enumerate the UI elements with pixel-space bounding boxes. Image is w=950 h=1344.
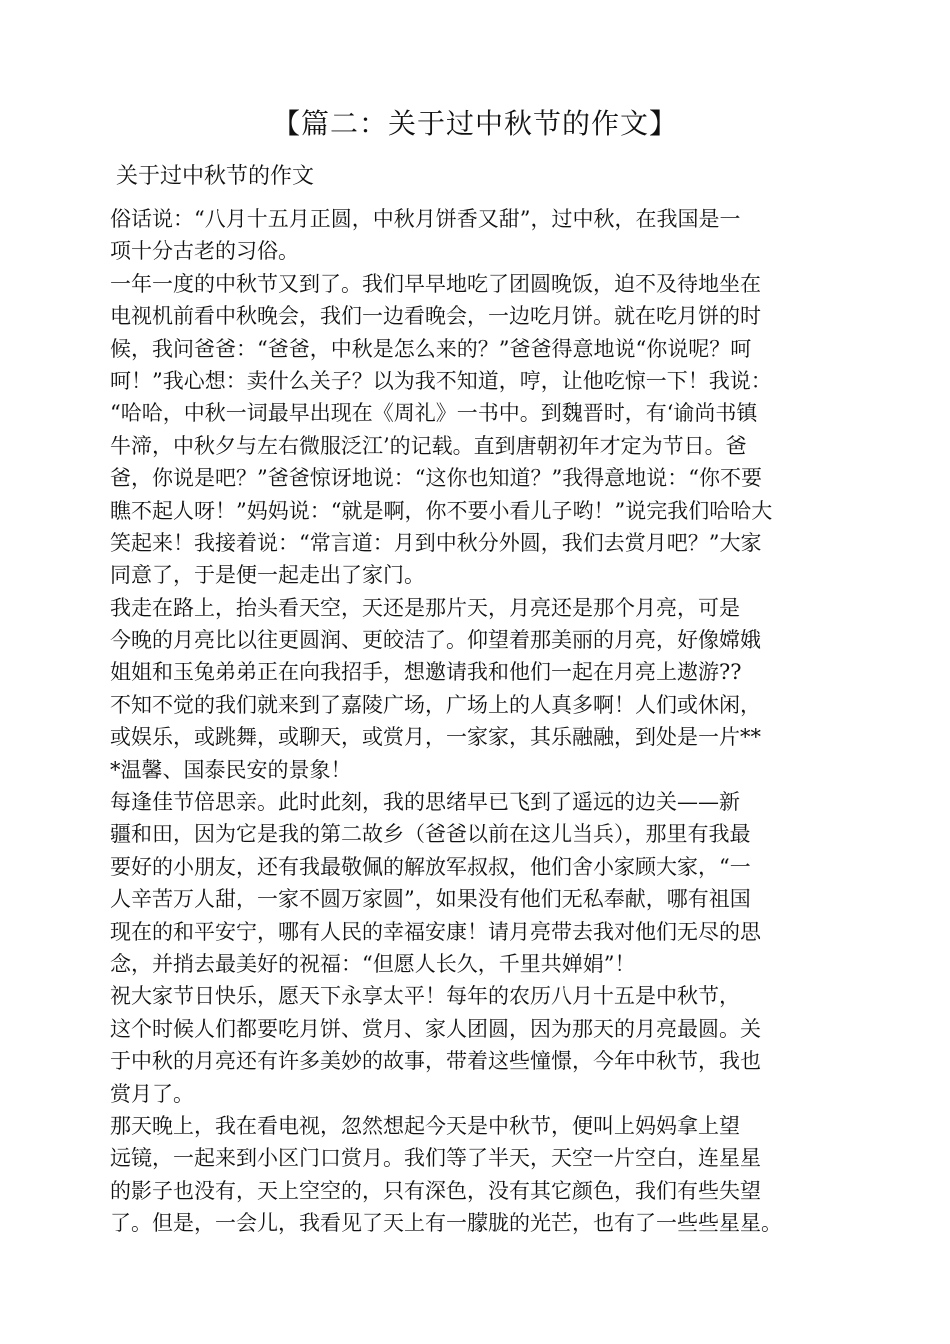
body-text-line: 呵！”我心想：卖什么关子？以为我不知道，哼，让他吃惊一下！我说： [110, 368, 772, 393]
body-text-line: 不知不觉的我们就来到了嘉陵广场，广场上的人真多啊！人们或休闲， [110, 692, 761, 717]
document-body [110, 203, 850, 1240]
body-text-line: “哈哈，中秋一词最早出现在《周礼》一书中。到魏晋时，有‘谕尚书镇 [110, 401, 758, 426]
document-subtitle: 关于过中秋节的作文 [116, 164, 315, 189]
document-title: 【篇二：关于过中秋节的作文】 [271, 107, 678, 140]
body-text-line: 或娱乐，或跳舞，或聊天，或赏月，一家家，其乐融融，到处是一片** [110, 725, 761, 750]
body-text-line: 今晚的月亮比以往更圆润、更皎洁了。仰望着那美丽的月亮，好像嫦娥 [110, 628, 761, 653]
body-text-line: 念，并捎去最美好的祝福：“但愿人长久，千里共婵娟”！ [110, 951, 636, 976]
body-text-line: 要好的小朋友，还有我最敬佩的解放军叔叔，他们舍小家顾大家，“一 [110, 854, 751, 879]
body-text-line: 现在的和平安宁，哪有人民的幸福安康！请月亮带去我对他们无尽的思 [110, 919, 761, 944]
body-text-line: 同意了，于是便一起走出了家门。 [110, 563, 425, 588]
body-text-line: 一年一度的中秋节又到了。我们早早地吃了团圆晚饭，迫不及待地坐在 [110, 271, 761, 296]
body-text-line: 于中秋的月亮还有许多美妙的故事，带着这些憧憬，今年中秋节，我也 [110, 1049, 761, 1074]
body-text-line: 瞧不起人呀！”妈妈说：“就是啊，你不要小看儿子哟！”说完我们哈哈大 [110, 498, 773, 523]
body-text-line: *温馨、国泰民安的景象！ [110, 757, 352, 782]
body-text-line: 祝大家节日快乐，愿天下永享太平！每年的农历八月十五是中秋节， [110, 984, 740, 1009]
body-text-line: 每逢佳节倍思亲。此时此刻，我的思绪早已飞到了遥远的边关——新 [110, 790, 740, 815]
body-text-line: 俗话说：“八月十五月正圆，中秋月饼香又甜”，过中秋，在我国是一 [110, 207, 741, 231]
body-text-line: 远镜，一起来到小区门口赏月。我们等了半天，天空一片空白，连星星 [110, 1146, 761, 1171]
body-text-line: 姐姐和玉兔弟弟正在向我招手，想邀请我和他们一起在月亮上遨游?? [110, 660, 742, 685]
body-text-line: 的影子也没有，天上空空的，只有深色，没有其它颜色，我们有些失望 [110, 1178, 761, 1203]
body-text-line: 了。但是，一会儿，我看见了天上有一朦胧的光芒，也有了一些些星星。 [110, 1211, 782, 1236]
body-text-line: 项十分古老的习俗。 [110, 239, 299, 264]
body-text-line: 那天晚上，我在看电视，忽然想起今天是中秋节，便叫上妈妈拿上望 [110, 1113, 740, 1138]
body-text-line: 候，我问爸爸：“爸爸，中秋是怎么来的？”爸爸得意地说“你说呢？呵 [110, 336, 752, 361]
body-text-line: 爸，你说是吧？”爸爸惊讶地说：“这你也知道？”我得意地说：“你不要 [110, 466, 762, 491]
body-text-line: 笑起来！我接着说：“常言道：月到中秋分外圆，我们去赏月吧？”大家 [110, 530, 762, 555]
body-text-line: 牛渧，中秋夕与左右微服泛江’的记载。直到唐朝初年才定为节日。爸 [110, 433, 747, 458]
body-text-line: 赏月了。 [110, 1081, 194, 1106]
body-text-line: 我走在路上，抬头看天空，天还是那片天，月亮还是那个月亮，可是 [110, 595, 740, 620]
body-text-line: 疆和田，因为它是我的第二故乡（爸爸以前在这儿当兵），那里有我最 [110, 822, 751, 847]
body-text-line: 人辛苦万人甜，一家不圆万家圆”，如果没有他们无私奉献，哪有祖国 [110, 887, 751, 912]
body-text-line: 这个时候人们都要吃月饼、赏月、家人团圆，因为那天的月亮最圆。关 [110, 1016, 761, 1041]
body-text-line: 电视机前看中秋晚会，我们一边看晚会，一边吃月饼。就在吃月饼的时 [110, 304, 761, 329]
